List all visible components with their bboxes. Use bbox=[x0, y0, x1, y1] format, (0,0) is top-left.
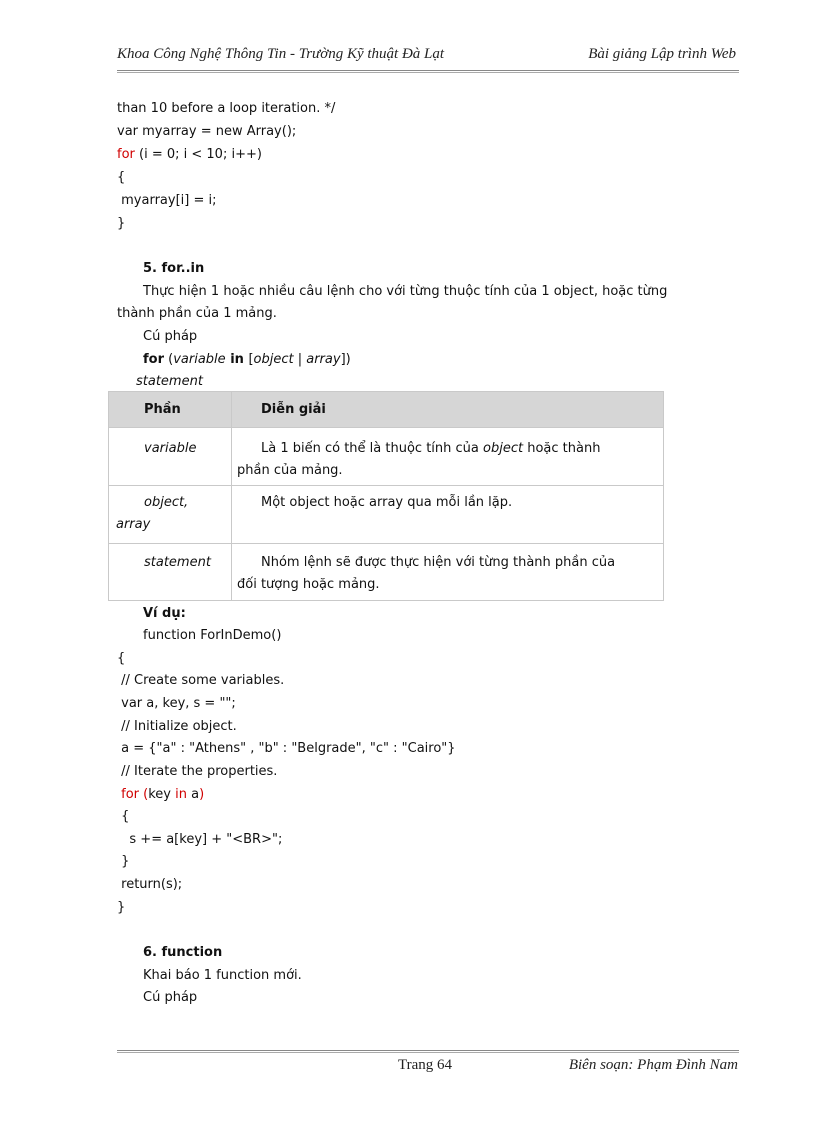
table-cell-desc: Nhóm lệnh sẽ được thực hiện với từng thành phần của bbox=[261, 555, 616, 570]
section-6-title: 6. function bbox=[143, 945, 223, 960]
syntax-label: Cú pháp bbox=[143, 990, 198, 1005]
footer-rule bbox=[117, 1050, 739, 1053]
code-line: function ForInDemo() bbox=[143, 628, 282, 643]
example-label: Ví dụ: bbox=[143, 606, 186, 621]
syntax-line: for (variable in [object | array]) bbox=[143, 352, 351, 367]
syntax-statement: statement bbox=[136, 374, 203, 389]
header-right: Bài giảng Lập trình Web bbox=[588, 46, 736, 62]
section-5-desc: Thực hiện 1 hoặc nhiều câu lệnh cho với từng thuộc tính của 1 object, hoặc từng bbox=[143, 284, 668, 299]
section-5-title: 5. for..in bbox=[143, 261, 205, 276]
table-header-desc: Diễn giải bbox=[261, 402, 326, 417]
code-line: for (i = 0; i < 10; i++) bbox=[117, 147, 262, 162]
code-line: myarray[i] = i; bbox=[117, 193, 217, 208]
table-cell-desc: Là 1 biến có thể là thuộc tính của bbox=[261, 441, 484, 456]
table-header-row bbox=[109, 392, 664, 428]
table-row bbox=[109, 486, 664, 544]
syntax-label: Cú pháp bbox=[143, 329, 198, 344]
code-line: // Initialize object. bbox=[117, 719, 237, 734]
code-line: { bbox=[117, 809, 130, 824]
code-line: } bbox=[117, 900, 126, 915]
table-row: variable Là 1 biến có thể là thuộc tính của object hoặc thành phần của mảng. bbox=[109, 428, 664, 486]
header-rule bbox=[117, 70, 739, 73]
code-line: // Iterate the properties. bbox=[117, 764, 278, 779]
code-line: } bbox=[117, 854, 130, 869]
page-number: Trang 64 bbox=[398, 1057, 453, 1073]
table-cell-part: object, array bbox=[116, 495, 189, 532]
keyword-for: for bbox=[117, 147, 135, 162]
code-line: } bbox=[117, 216, 126, 231]
header-left: Khoa Công Nghệ Thông Tin - Trường Kỹ thuật Đà Lạt bbox=[117, 46, 445, 62]
code-line: { bbox=[117, 651, 126, 666]
code-line: than 10 before a loop iteration. */ bbox=[117, 101, 336, 116]
table-cell-part: statement bbox=[144, 555, 211, 570]
table-header-part: Phần bbox=[144, 402, 181, 417]
table-cell-desc: Một object hoặc array qua mỗi lần lặp. bbox=[261, 495, 513, 510]
code-line: for (key in a) bbox=[117, 787, 205, 802]
code-line: { bbox=[117, 170, 126, 185]
table-row: statement Nhóm lệnh sẽ được thực hiện với từng thành phần của đối tượng hoặc mảng. bbox=[109, 544, 664, 601]
code-line: // Create some variables. bbox=[117, 673, 285, 688]
code-line: a = {"a" : "Athens" , "b" : "Belgrade", "c" : "Cairo"} bbox=[117, 741, 456, 756]
code-line: s += a[key] + "<BR>"; bbox=[117, 832, 283, 847]
section-5-desc-cont: thành phần của 1 mảng. bbox=[117, 306, 277, 321]
table-cell-part: variable bbox=[144, 441, 197, 456]
code-line: var a, key, s = ""; bbox=[117, 696, 236, 711]
section-6-desc: Khai báo 1 function mới. bbox=[143, 968, 302, 983]
footer-author: Biên soạn: Phạm Đình Nam bbox=[568, 1057, 738, 1073]
code-line: var myarray = new Array(); bbox=[117, 124, 297, 139]
forin-table bbox=[108, 391, 664, 601]
code-line: return(s); bbox=[117, 877, 183, 892]
